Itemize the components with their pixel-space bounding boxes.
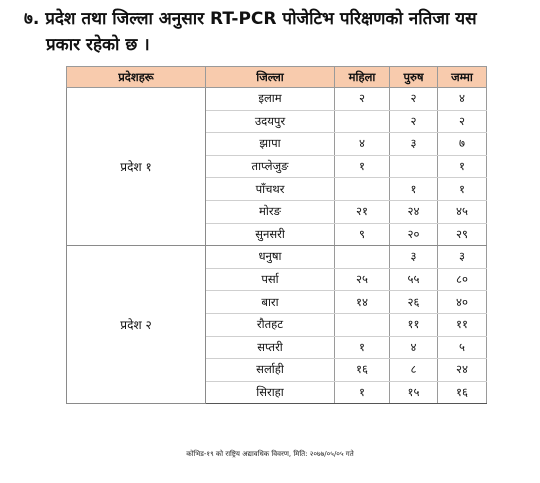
header-province: प्रदेशहरू — [67, 67, 206, 88]
district-cell: ताप्लेजुङ — [206, 155, 335, 178]
male-cell: ३ — [390, 246, 438, 269]
district-cell: मोरङ — [206, 200, 335, 223]
header-total: जम्मा — [438, 67, 487, 88]
female-cell: २५ — [335, 268, 390, 291]
district-cell: पर्सा — [206, 268, 335, 291]
male-cell: २ — [390, 110, 438, 133]
heading-line-1: ७. प्रदेश तथा जिल्ला अनुसार RT-PCR पोजेटिभ परिक्षणको नतिजा यस — [24, 9, 477, 29]
female-cell: १ — [335, 155, 390, 178]
male-cell: १ — [390, 178, 438, 201]
province-cell: प्रदेश १ — [67, 88, 206, 246]
rt-pcr-results-table — [66, 66, 487, 404]
male-cell: ८ — [390, 359, 438, 382]
total-cell: २ — [438, 110, 487, 133]
female-cell — [335, 313, 390, 336]
district-cell: धनुषा — [206, 246, 335, 269]
total-cell: ४० — [438, 291, 487, 314]
total-cell: १ — [438, 155, 487, 178]
province-cell: प्रदेश २ — [67, 246, 206, 404]
male-cell: ११ — [390, 313, 438, 336]
source-note: कोभिड-१९ को राष्ट्रिय अद्यावधिक विवरण, मिति: २०७७/०५/०५ गते — [186, 450, 354, 458]
female-cell: २१ — [335, 200, 390, 223]
district-cell: सिराहा — [206, 381, 335, 404]
table-row — [67, 246, 487, 269]
female-cell: १४ — [335, 291, 390, 314]
total-cell: १६ — [438, 381, 487, 404]
district-cell: बारा — [206, 291, 335, 314]
total-cell: १ — [438, 178, 487, 201]
total-cell: ११ — [438, 313, 487, 336]
female-cell — [335, 178, 390, 201]
female-cell: १ — [335, 381, 390, 404]
district-cell: सुनसरी — [206, 223, 335, 246]
district-cell: सप्तरी — [206, 336, 335, 359]
total-cell: २४ — [438, 359, 487, 382]
header-female: महिला — [335, 67, 390, 88]
female-cell: १६ — [335, 359, 390, 382]
female-cell: १ — [335, 336, 390, 359]
district-cell: सर्लाही — [206, 359, 335, 382]
female-cell: ९ — [335, 223, 390, 246]
female-cell — [335, 110, 390, 133]
male-cell: २० — [390, 223, 438, 246]
header-row — [67, 67, 487, 88]
male-cell: २ — [390, 88, 438, 111]
male-cell: ५५ — [390, 268, 438, 291]
table-row — [67, 88, 487, 111]
total-cell: ५ — [438, 336, 487, 359]
male-cell: ३ — [390, 133, 438, 156]
table-body — [67, 88, 487, 404]
header-male: पुरुष — [390, 67, 438, 88]
male-cell: २६ — [390, 291, 438, 314]
district-cell: झापा — [206, 133, 335, 156]
total-cell: ७ — [438, 133, 487, 156]
district-cell: रौतहट — [206, 313, 335, 336]
district-cell: पाँचथर — [206, 178, 335, 201]
section-heading — [24, 6, 534, 58]
total-cell: ४५ — [438, 200, 487, 223]
male-cell: २४ — [390, 200, 438, 223]
female-cell — [335, 246, 390, 269]
total-cell: २९ — [438, 223, 487, 246]
female-cell: २ — [335, 88, 390, 111]
total-cell: ३ — [438, 246, 487, 269]
header-district: जिल्ला — [206, 67, 335, 88]
female-cell: ४ — [335, 133, 390, 156]
male-cell: ४ — [390, 336, 438, 359]
district-cell: इलाम — [206, 88, 335, 111]
total-cell: ८० — [438, 268, 487, 291]
district-cell: उदयपुर — [206, 110, 335, 133]
male-cell: १५ — [390, 381, 438, 404]
male-cell — [390, 155, 438, 178]
total-cell: ४ — [438, 88, 487, 111]
heading-line-2: प्रकार रहेको छ । — [46, 35, 150, 55]
